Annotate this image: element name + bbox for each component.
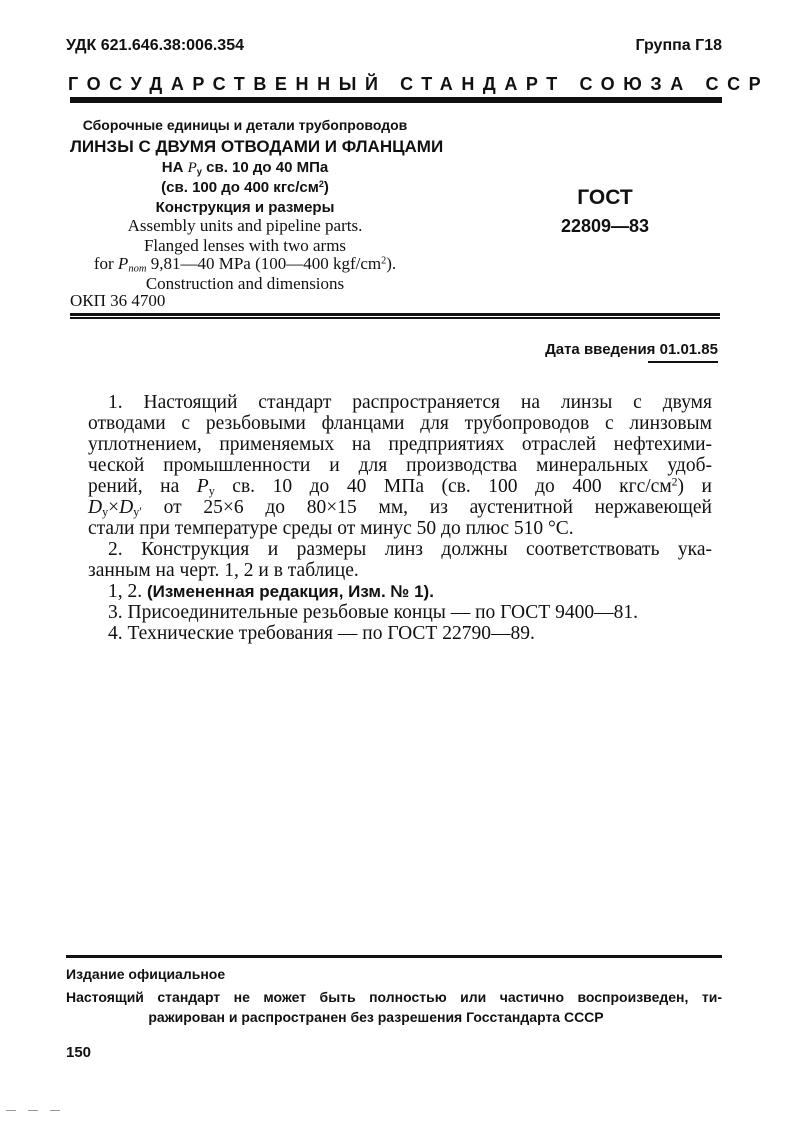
subscript: y′ bbox=[133, 505, 142, 520]
title-rule-bottom bbox=[70, 317, 720, 319]
body-line: ческой промышленности и для производства минеральных удоб- bbox=[88, 455, 712, 476]
okp-code: ОКП 36 4700 bbox=[70, 291, 166, 310]
group-code: Группа Г18 bbox=[635, 37, 722, 54]
title-en-3 bbox=[70, 254, 420, 275]
body-line: 1. Настоящий стандарт распространяется на линзы с двумя bbox=[108, 392, 712, 413]
page-number: 150 bbox=[66, 1044, 92, 1061]
title-main: ЛИНЗЫ С ДВУМЯ ОТВОДАМИ И ФЛАНЦАМИ bbox=[70, 137, 444, 156]
superscript: 2 bbox=[318, 179, 324, 190]
body-line: 4. Технические требования — по ГОСТ 22790—89. bbox=[108, 623, 535, 644]
subscript: y bbox=[208, 484, 215, 499]
text: св. 10 до 40 МПа bbox=[201, 159, 329, 176]
body-line: 2. Конструкция и размеры линз должны соответствовать ука- bbox=[108, 539, 712, 560]
body-line: стали при температуре среды от минус 50 до плюс 510 °С. bbox=[88, 518, 574, 539]
text: (св. 100 до 400 кгс/см bbox=[161, 179, 319, 196]
body-line: уплотнением, применяемых на предприятиях отраслей нефтехими- bbox=[88, 434, 712, 455]
subscript: nom bbox=[128, 263, 147, 275]
text: × bbox=[108, 497, 120, 518]
title-category: Сборочные единицы и детали трубопроводов bbox=[82, 117, 408, 133]
title-pressure-kgf bbox=[70, 179, 420, 196]
amendment-note: (Измененная редакция, Изм. № 1). bbox=[147, 582, 434, 601]
gost-number: 22809—83 bbox=[560, 216, 650, 236]
text: ) и bbox=[677, 476, 712, 497]
subscript: y bbox=[196, 166, 202, 177]
symbol: D bbox=[88, 497, 103, 518]
copyright-notice-2: ражирован и распространен без разрешения Госстандарта СССР bbox=[148, 1009, 604, 1025]
introduction-date: Дата введения 01.01.85 bbox=[545, 341, 718, 358]
title-en-1: Assembly units and pipeline parts. bbox=[127, 216, 363, 235]
body-line: 3. Присоединительные резьбовые концы — по ГОСТ 9400—81. bbox=[108, 602, 638, 623]
symbol: P bbox=[196, 476, 209, 497]
text: от 25×6 до 80×15 мм, из аустенитной нержавеющей bbox=[141, 497, 712, 518]
symbol: P bbox=[117, 254, 129, 273]
official-edition: Издание официальное bbox=[66, 966, 226, 982]
gost-label: ГОСТ bbox=[577, 186, 633, 209]
date-underline bbox=[648, 361, 718, 363]
title-rule-top bbox=[70, 313, 720, 316]
text: св. 10 до 40 МПа (св. 100 до 400 кгс/см bbox=[214, 476, 672, 497]
scan-mark bbox=[50, 1110, 60, 1111]
superscript: 2 bbox=[671, 475, 678, 489]
text: ). bbox=[386, 254, 397, 273]
subscript: y bbox=[102, 505, 109, 520]
text: НА bbox=[161, 159, 188, 176]
title-en-2: Flanged lenses with two arms bbox=[143, 236, 347, 255]
copyright-notice-1: Настоящий стандарт не может быть полностью или частично воспроизведен, ти- bbox=[66, 989, 722, 1005]
scan-mark bbox=[28, 1110, 38, 1111]
body-line: занным на черт. 1, 2 и в таблице. bbox=[88, 560, 359, 581]
udk-code: УДК 621.646.38:006.354 bbox=[66, 37, 244, 54]
text: for bbox=[93, 254, 118, 273]
footer-rule bbox=[66, 955, 722, 958]
text: 9,81—40 MPa (100—400 kgf/cm bbox=[146, 254, 382, 273]
scan-mark bbox=[6, 1110, 16, 1111]
body-line bbox=[88, 581, 712, 602]
title-en-4: Construction and dimensions bbox=[145, 274, 345, 293]
title-pressure bbox=[70, 159, 420, 177]
body-line: отводами с резьбовыми фланцами для трубопроводов с линзовым bbox=[88, 413, 712, 434]
superscript: 2 bbox=[381, 255, 387, 267]
heading-rule bbox=[70, 97, 722, 103]
title-construction: Конструкция и размеры bbox=[155, 199, 335, 216]
symbol: D bbox=[119, 497, 134, 518]
text: 1, 2. bbox=[108, 581, 147, 602]
symbol: P bbox=[187, 160, 197, 176]
text: ) bbox=[323, 179, 329, 196]
text: рений, на bbox=[88, 476, 197, 497]
state-standard-heading: ГОСУДАРСТВЕННЫЙ СТАНДАРТ СОЮЗА ССР bbox=[68, 74, 770, 94]
